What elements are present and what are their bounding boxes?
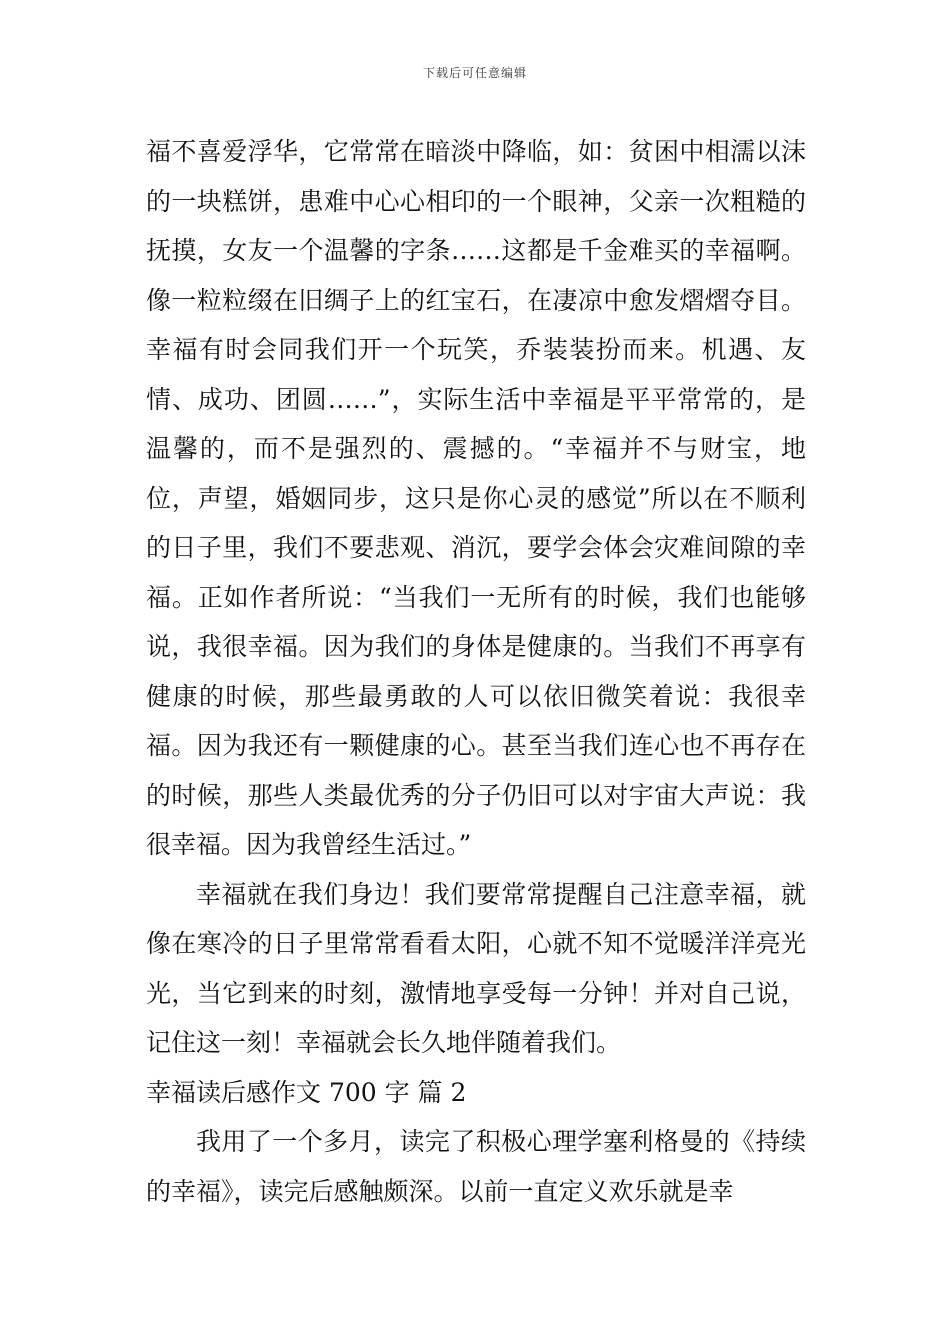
paragraph-3: 我用了一个多月，读完了积极心理学塞利格曼的《持续的幸福》，读完后感触颇深。以前一直定义欢乐就是幸 xyxy=(146,1127,806,1206)
document-body xyxy=(146,127,806,1216)
paragraph-1: 福不喜爱浮华，它常常在暗淡中降临，如：贫困中相濡以沫的一块糕饼，患难中心心相印的一个眼神，父亲一次粗糙的抚摸，女友一个温馨的字条……这都是千金难买的幸福啊。像一粒粒缀在旧绸子上的红宝石，在凄凉中愈发熠熠夺目。幸福有时会同我们开一个玩笑，乔装装扮而来。机遇、友情、成功、团圆……”，实际生活中幸福是平平常常的，是温馨的，而不是强烈的、震撼的。“幸福并不与财宝，地位，声望，婚姻同步，这只是你心灵的感觉”所以在不顺利的日子里，我们不要悲观、消沉，要学会体会灾难间隙的幸福。正如作者所说：“当我们一无所有的时候，我们也能够说，我很幸福。因为我们的身体是健康的。当我们不再享有健康的时候，那些最勇敢的人可以依旧微笑着说：我很幸福。因为我还有一颗健康的心。甚至当我们连心也不再存在的时候，那些人类最优秀的分子仍旧可以对宇宙大声说：我很幸福。因为我曾经生活过。” xyxy=(146,137,806,859)
paragraph-2: 幸福就在我们身边！我们要常常提醒自己注意幸福，就像在寒冷的日子里常常看看太阳，心就不知不觉暖洋洋亮光光，当它到来的时刻，激情地享受每一分钟！并对自己说，记住这一刻！幸福就会长久地伴随着我们。 xyxy=(146,879,806,1057)
header-note: 下载后可任意编辑 xyxy=(422,66,527,80)
section-heading: 幸福读后感作文 700 字 篇 2 xyxy=(146,1077,467,1107)
